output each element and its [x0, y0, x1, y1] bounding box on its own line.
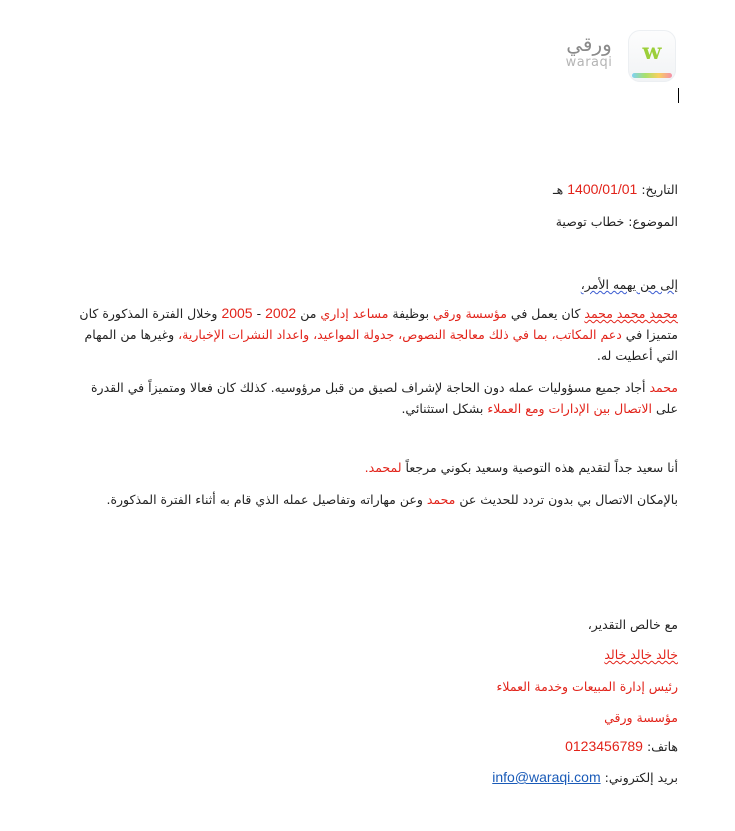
p1-text-2: بوظيفة — [388, 306, 434, 321]
logo-arabic-text: ورقي — [566, 32, 612, 56]
paragraph-4 — [68, 490, 678, 509]
date-line — [68, 180, 678, 199]
p3-text-1: أنا سعيد جداً لتقديم هذه التوصية وسعيد بكوني مرجعاً — [401, 460, 678, 475]
phone-line — [68, 737, 678, 756]
paragraph-3 — [68, 458, 678, 477]
signer-title: رئيس إدارة المبيعات وخدمة العملاء — [496, 679, 678, 694]
email-line — [68, 768, 678, 787]
salutation-text: إلى من يهمه الأمر، — [580, 277, 678, 292]
signer-organization: مؤسسة ورقي — [604, 710, 678, 725]
p4-text-2: وعن مهاراته وتفاصيل عمله الذي قام به أثناء الفترة المذكورة. — [106, 492, 427, 507]
company-name: مؤسسة ورقي — [433, 306, 507, 321]
email-link[interactable]: info@waraqi.com — [492, 769, 601, 785]
p3-employee-name: لمحمد. — [364, 460, 402, 475]
closing — [68, 615, 678, 634]
p4-text-1: بالإمكان الاتصال بي بدون تردد للحديث عن — [455, 492, 678, 507]
date-suffix: هـ — [553, 182, 564, 197]
logo-latin-text: waraqi — [565, 55, 613, 70]
p1-text-3: من — [296, 306, 321, 321]
p1-text-6: وغيرها من المهام التي أعطيت له. — [84, 327, 678, 363]
logo-mark-glyph: w — [642, 39, 662, 65]
year-to: 2005 — [221, 305, 253, 321]
phone-label: هاتف: — [646, 739, 678, 754]
year-from: 2002 — [265, 305, 297, 321]
communication-skill: الاتصال بين الإدارات ومع العملاء — [487, 401, 652, 416]
p2-text-2: بشكل استثنائي. — [401, 401, 488, 416]
p4-employee-name: محمد — [426, 492, 456, 507]
date-value: 1400/01/01 — [567, 181, 638, 197]
closing-text: مع خالص التقدير، — [587, 617, 678, 632]
phone-number: 0123456789 — [565, 738, 643, 754]
employee-first-name: محمد — [649, 380, 678, 395]
salutation — [68, 275, 678, 294]
p2-text-1: أجاد جميع مسؤوليات عمله دون الحاجة لإشراف لصيق من قبل مرؤوسيه. كذلك كان فعالا ومتميزاً في القدرة على — [91, 380, 678, 416]
logo-color-bar — [632, 73, 672, 78]
waraqi-logo — [558, 30, 678, 84]
skills-list: دعم المكاتب، بما في ذلك معالجة النصوص، جدولة المواعيد، واعداد النشرات الإخبارية، — [178, 327, 622, 342]
signer-org-line — [68, 708, 678, 727]
subject-label: الموضوع: — [628, 214, 678, 229]
date-label: التاريخ: — [641, 182, 678, 197]
p1-text-4: - — [252, 306, 266, 321]
subject-value: خطاب توصية — [555, 214, 625, 229]
paragraph-1 — [68, 303, 678, 366]
logo-mark-icon — [628, 30, 676, 82]
employee-name: محمد محمد محمد — [584, 306, 678, 321]
p1-text-1: كان يعمل في — [506, 306, 585, 321]
signer-title-line — [68, 677, 678, 696]
email-label: بريد إلكتروني: — [604, 770, 678, 785]
job-title: مساعد إداري — [320, 306, 389, 321]
text-cursor — [678, 88, 679, 103]
subject-line — [68, 212, 678, 231]
signer-name: خالد خالد خالد — [604, 647, 678, 662]
paragraph-2 — [68, 377, 678, 419]
signer-name-line — [68, 645, 678, 664]
p1-text-5: وخلال الفترة المذكورة كان متميزا في — [79, 306, 678, 342]
logo-wordmark — [558, 32, 620, 70]
